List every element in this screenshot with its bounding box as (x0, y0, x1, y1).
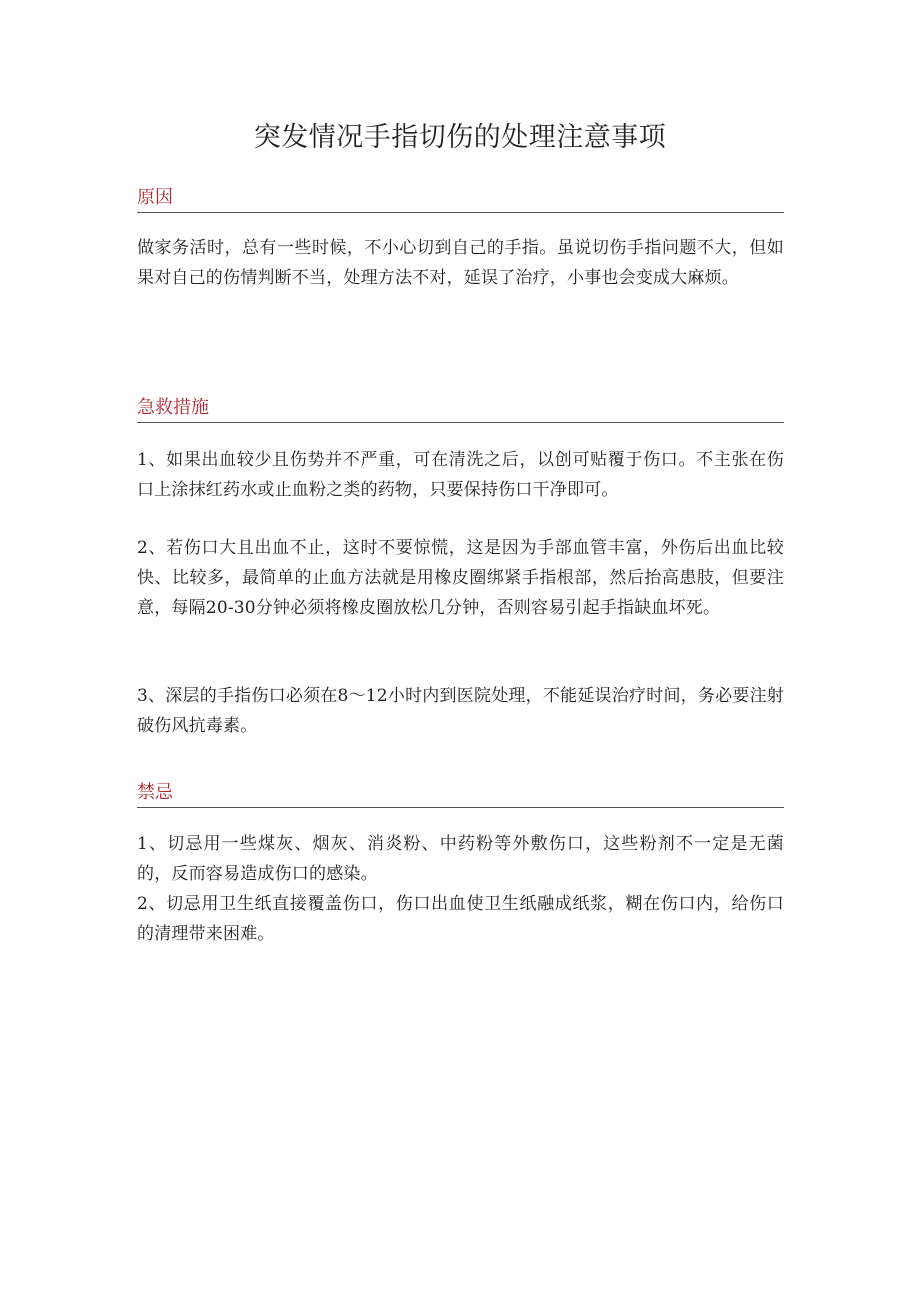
section-heading-first-aid: 急救措施 (137, 396, 784, 423)
cause-paragraph: 做家务活时，总有一些时候，不小心切到自己的手指。虽说切伤手指问题不大，但如果对自己的伤情判断不当，处理方法不对，延误了治疗，小事也会变成大麻烦。 (137, 238, 784, 288)
first-aid-item-3: 3、深层的手指伤口必须在8～12小时内到医院处理，不能延误治疗时间，务必要注射破伤风抗毒素。 (137, 686, 784, 736)
document-title: 突发情况手指切伤的处理注意事项 (253, 122, 667, 153)
taboo-item-1: 1、切忌用一些煤灰、烟灰、消炎粉、中药粉等外敷伤口，这些粉剂不一定是无菌的，反而容易造成伤口的感染。 (137, 834, 784, 884)
section-heading-taboo: 禁忌 (137, 781, 784, 808)
first-aid-item-1: 1、如果出血较少且伤势并不严重，可在清洗之后，以创可贴覆于伤口。不主张在伤口上涂抹红药水或止血粉之类的药物，只要保持伤口干净即可。 (137, 450, 784, 500)
section-heading-cause: 原因 (137, 186, 784, 213)
taboo-item-2: 2、切忌用卫生纸直接覆盖伤口，伤口出血使卫生纸融成纸浆，糊在伤口内，给伤口的清理带来困难。 (137, 894, 784, 944)
first-aid-item-2: 2、若伤口大且出血不止，这时不要惊慌，这是因为手部血管丰富，外伤后出血比较快、比较多，最简单的止血方法就是用橡皮圈绑紧手指根部，然后抬高患肢，但要注意，每隔20-30分钟必须将橡皮圈放松几分钟，否则容易引起手指缺血坏死。 (137, 538, 784, 618)
